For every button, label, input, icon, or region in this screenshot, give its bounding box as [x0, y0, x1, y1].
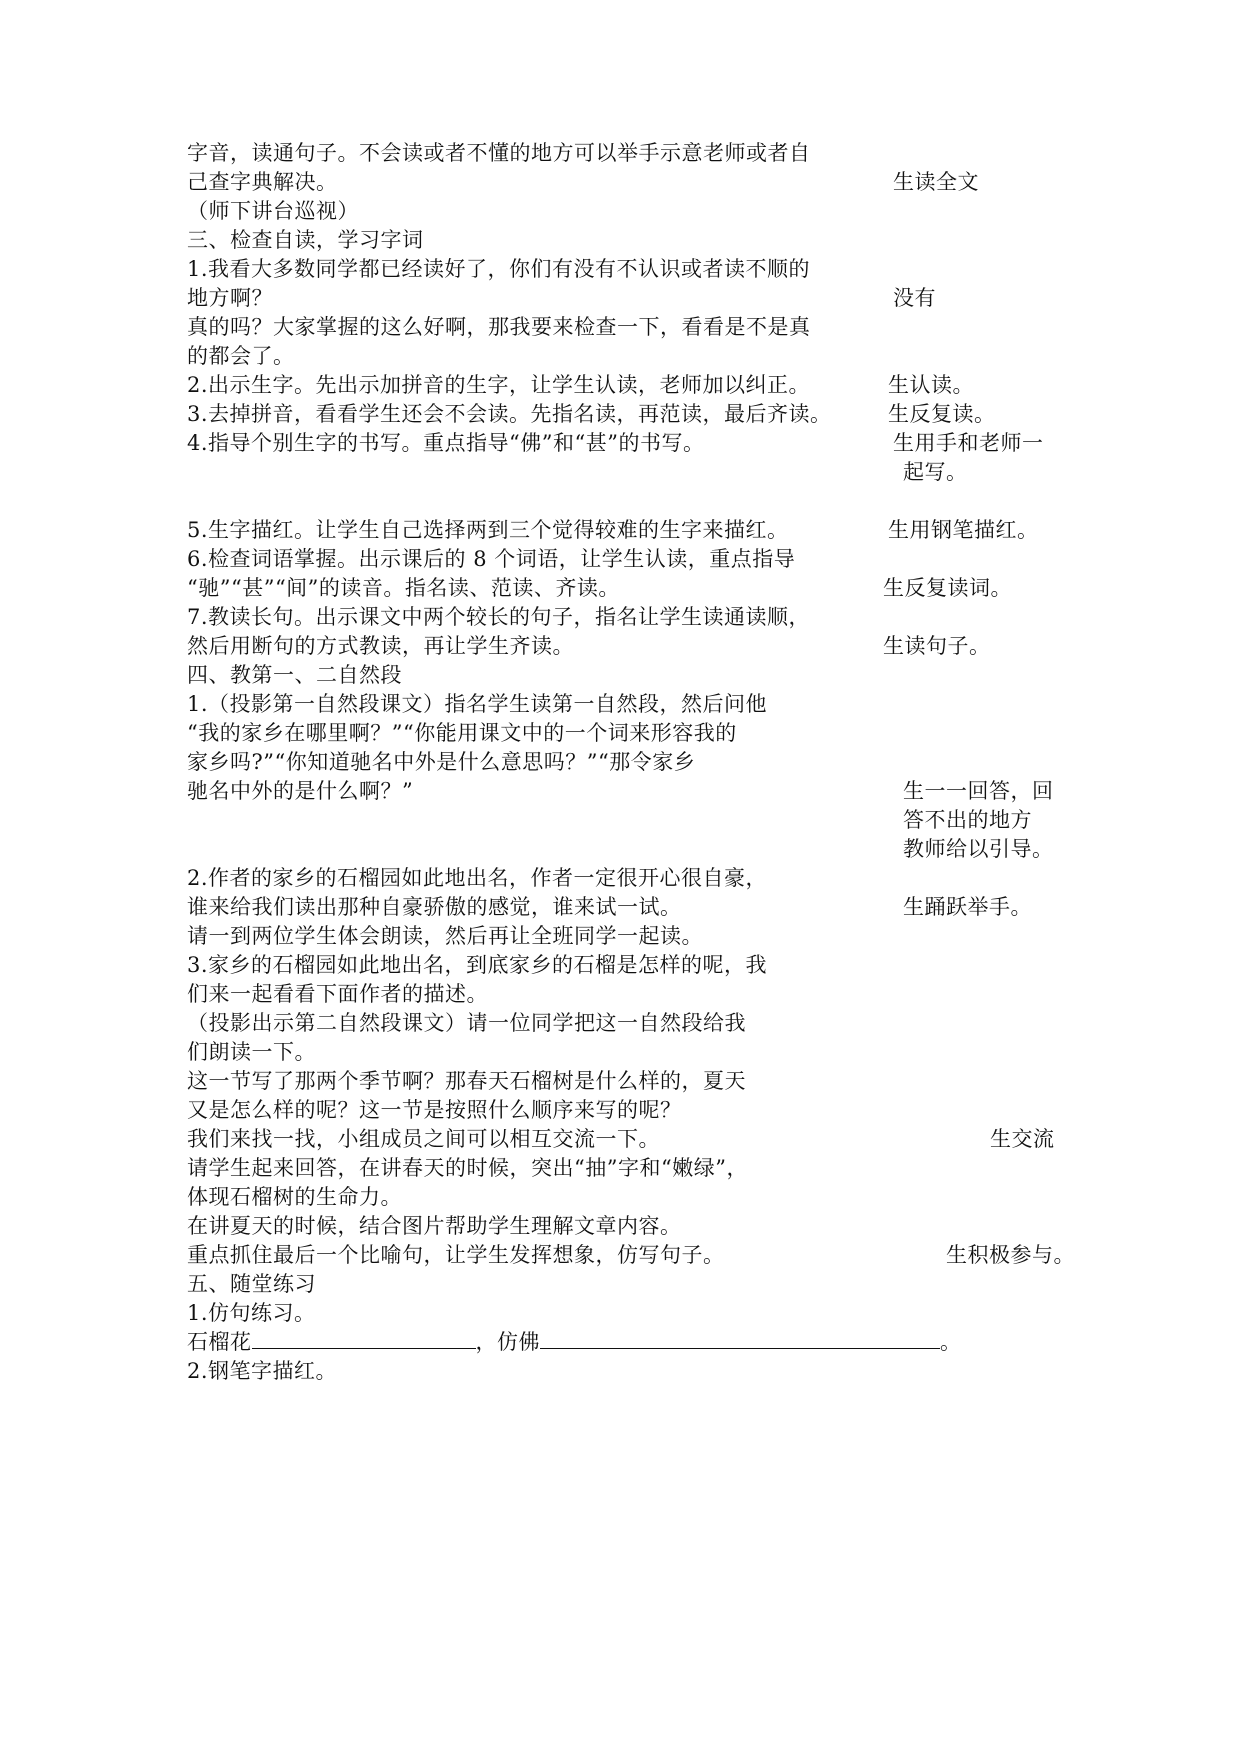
- text-line: 们朗读一下。: [187, 1040, 316, 1064]
- section-heading: 五、随堂练习: [187, 1272, 316, 1296]
- text-line: 请学生起来回答，在讲春天的时候，突出“抽”字和“嫩绿”，: [187, 1156, 748, 1180]
- student-activity: 生踊跃举手。: [903, 895, 1032, 919]
- text-line: 重点抓住最后一个比喻句，让学生发挥想象，仿写句子。: [187, 1243, 725, 1267]
- blank-line: [540, 1328, 940, 1349]
- text-line: 在讲夏天的时候，结合图片帮助学生理解文章内容。: [187, 1214, 682, 1238]
- student-activity: 生认读。: [888, 373, 974, 397]
- text-line: 2.出示生字。先出示加拼音的生字，让学生认读，老师加以纠正。: [187, 373, 811, 397]
- student-activity: 生用手和老师一: [893, 431, 1044, 455]
- text-line: 体现石榴树的生命力。: [187, 1185, 402, 1209]
- exercise-end: 。: [940, 1330, 962, 1354]
- text-line: 己查字典解决。: [187, 170, 338, 194]
- student-activity: 生反复读词。: [883, 576, 1012, 600]
- text-line: 1.我看大多数同学都已经读好了，你们有没有不认识或者读不顺的: [187, 257, 811, 281]
- text-line: 地方啊？: [187, 286, 273, 310]
- student-activity: 生一一回答，回: [903, 779, 1054, 803]
- text-line: 4.指导个别生字的书写。重点指导“佛”和“甚”的书写。: [187, 431, 705, 455]
- text-line: 的都会了。: [187, 344, 295, 368]
- text-line: 3.家乡的石榴园如此地出名，到底家乡的石榴是怎样的呢，我: [187, 953, 768, 977]
- text-line: 然后用断句的方式教读，再让学生齐读。: [187, 634, 574, 658]
- text-line: 谁来给我们读出那种自豪骄傲的感觉，谁来试一试。: [187, 895, 682, 919]
- section-heading: 三、检查自读，学习字词: [187, 228, 424, 252]
- text-line: 驰名中外的是什么啊？”: [187, 779, 414, 803]
- fill-in-exercise: [187, 1328, 962, 1356]
- student-activity: 教师给以引导。: [903, 837, 1054, 861]
- text-line: 又是怎么样的呢？这一节是按照什么顺序来写的呢？: [187, 1098, 682, 1122]
- student-activity: 没有: [893, 286, 936, 310]
- text-line: 2.钢笔字描红。: [187, 1359, 338, 1383]
- text-line: 我们来找一找，小组成员之间可以相互交流一下。: [187, 1127, 660, 1151]
- section-heading: 四、教第一、二自然段: [187, 663, 402, 687]
- text-line: 7.教读长句。出示课文中两个较长的句子，指名让学生读通读顺，: [187, 605, 811, 629]
- blank-line: [252, 1328, 476, 1349]
- text-line: 6.检查词语掌握。出示课后的 8 个词语，让学生认读，重点指导: [187, 547, 796, 571]
- text-line: 1.（投影第一自然段课文）指名学生读第一自然段，然后问他: [187, 692, 768, 716]
- text-line: 5.生字描红。让学生自己选择两到三个觉得较难的生字来描红。: [187, 518, 789, 542]
- student-activity: 生用钢笔描红。: [888, 518, 1039, 542]
- text-line: （投影出示第二自然段课文）请一位同学把这一自然段给我: [187, 1011, 746, 1035]
- text-line: “驰”“甚”“间”的读音。指名读、范读、齐读。: [187, 576, 620, 600]
- text-line: 字音，读通句子。不会读或者不懂的地方可以举手示意老师或者自: [187, 141, 811, 165]
- text-line: 家乡吗?”“你知道驰名中外是什么意思吗？”“那令家乡: [187, 750, 696, 774]
- text-line: （师下讲台巡视）: [187, 199, 359, 223]
- student-activity: 生积极参与。: [946, 1243, 1075, 1267]
- text-line: 真的吗？大家掌握的这么好啊，那我要来检查一下，看看是不是真: [187, 315, 811, 339]
- exercise-prefix: 石榴花: [187, 1330, 252, 1354]
- text-line: 3.去掉拼音，看看学生还会不会读。先指名读，再范读，最后齐读。: [187, 402, 832, 426]
- text-line: 2.作者的家乡的石榴园如此地出名，作者一定很开心很自豪，: [187, 866, 768, 890]
- student-activity: 起写。: [903, 460, 968, 484]
- text-line: 们来一起看看下面作者的描述。: [187, 982, 488, 1006]
- text-line: 请一到两位学生体会朗读，然后再让全班同学一起读。: [187, 924, 703, 948]
- text-line: “我的家乡在哪里啊？”“你能用课文中的一个词来形容我的: [187, 721, 737, 745]
- exercise-middle: ，仿佛: [475, 1330, 540, 1354]
- student-activity: 生读句子。: [883, 634, 991, 658]
- text-line: 这一节写了那两个季节啊？那春天石榴树是什么样的，夏天: [187, 1069, 746, 1093]
- student-activity: 生读全文: [893, 170, 979, 194]
- text-line: 1.仿句练习。: [187, 1301, 316, 1325]
- student-activity: 生反复读。: [888, 402, 996, 426]
- student-activity: 生交流: [990, 1127, 1055, 1151]
- student-activity: 答不出的地方: [903, 808, 1032, 832]
